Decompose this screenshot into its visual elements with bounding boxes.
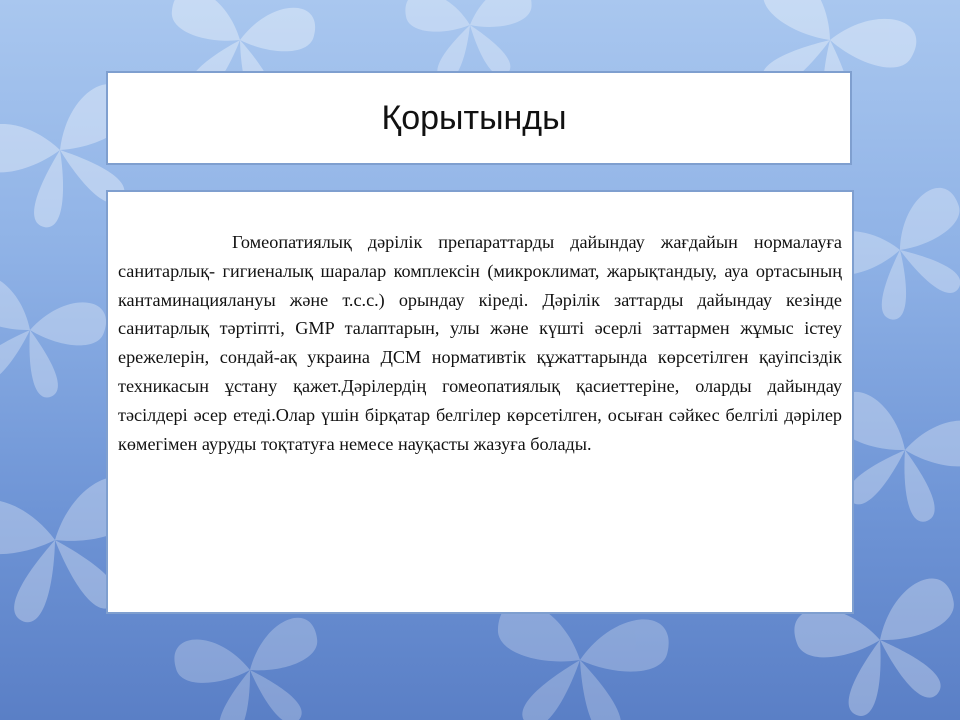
body-text: Гомеопатиялық дәрілік препараттарды дайындау жағдайын нормалауға санитарлық- гигиеналық шаралар комплексін (микроклимат, жарықтандыу, ауа ортасының кантаминациялануы және т.с.с.) орындау кіреді. Дәрілік заттарды дайындау кезінде санитарлық тәртіпті, GMP талаптарын, улы және күшті әсерлі заттармен жұмыс істеу ережелерін, сондай-ақ украина ДСМ нормативтік құжаттарында көрсетілген қауіпсіздік техникасын ұстану қажет.Дәрілердің гомеопатиялық қасиеттеріне, оларды дайындау тәсілдері әсер етеді.Олар үшін бірқатар белгілер көрсетілген, осыған сәйкес белгілі дәрілер көмегімен ауруды тоқтатуға немесе науқасты жазуға болады. [118, 232, 842, 454]
slide-title: Қорытынды [381, 98, 567, 137]
title-box [106, 71, 852, 165]
butterfly-icon [0, 271, 111, 408]
content-box [106, 190, 854, 614]
butterfly-icon [171, 614, 334, 720]
butterfly-icon [485, 599, 672, 720]
